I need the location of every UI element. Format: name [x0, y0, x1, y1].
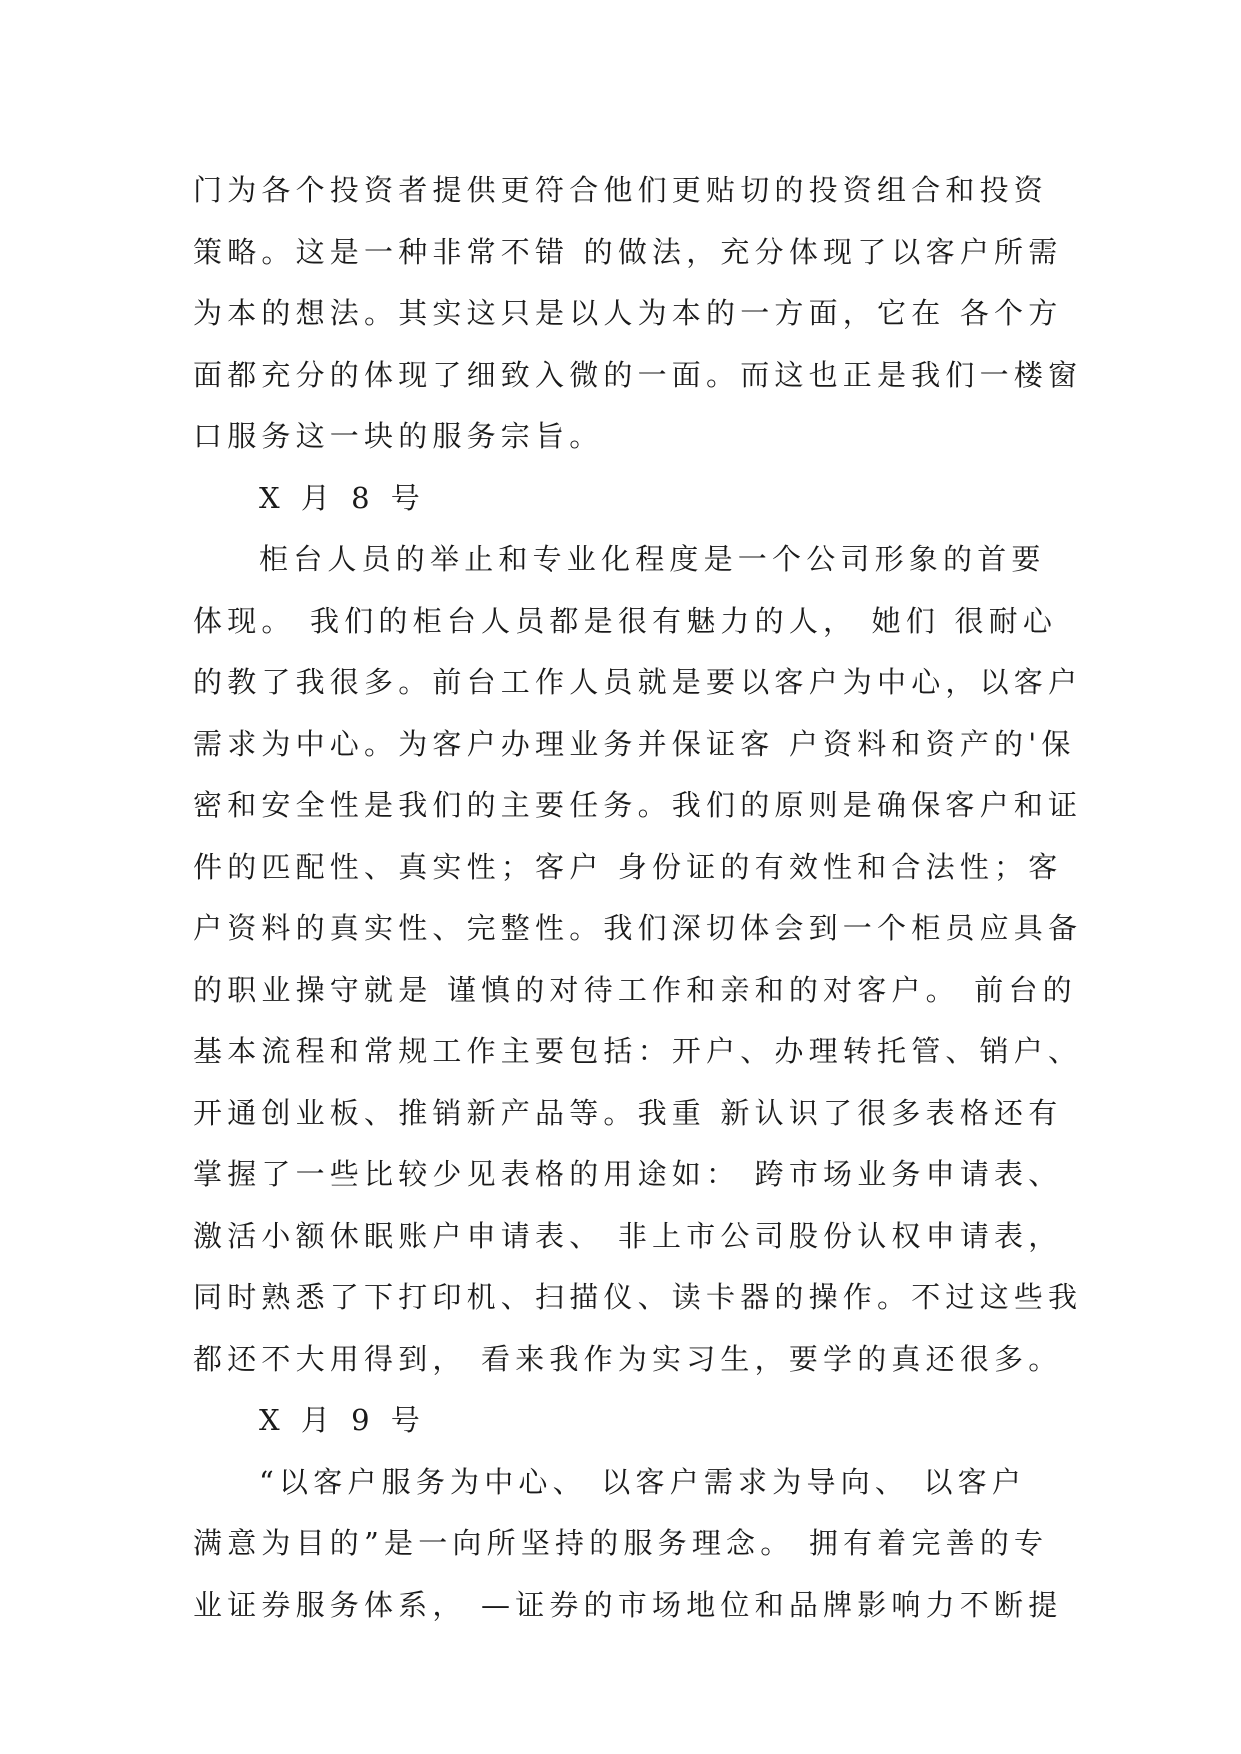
body-line: 的职业操守就是 谨慎的对待工作和亲和的对客户。 前台的 — [193, 972, 1077, 1007]
body-line: 需求为中心。为客户办理业务并保证客 户资料和资产的'保 — [193, 726, 1076, 761]
body-line: 户资料的真实性、完整性。我们深切体会到一个柜员应具备 — [193, 911, 1083, 945]
body-line: 口服务这一块的服务宗旨。 — [193, 419, 604, 453]
body-line: 基本流程和常规工作主要包括：开户、办理转托管、销户、 — [193, 1034, 1083, 1068]
paragraph-first-line: “以客户服务为中心、 以客户需求为导向、 以客户 — [259, 1464, 1027, 1499]
body-line: 激活小额休眠账户申请表、 非上市公司股份认权申请表， — [193, 1218, 1063, 1253]
body-line: 为本的想法。其实这只是以人为本的一方面，它在 各个方 — [193, 296, 1063, 330]
paragraph-first-line: 柜台人员的举止和专业化程度是一个公司形象的首要 — [259, 542, 1046, 576]
body-line: 掌握了一些比较少见表格的用途如： 跨市场业务申请表、 — [193, 1157, 1063, 1191]
body-line: 都还不大用得到， 看来我作为实习生，要学的真还很多。 — [193, 1341, 1063, 1376]
body-line: 策略。这是一种非常不错 的做法，充分体现了以客户所需 — [193, 234, 1063, 269]
document-body — [193, 160, 1083, 1636]
body-line: 的教了我很多。前台工作人员就是要以客户为中心，以客户 — [193, 665, 1083, 699]
body-line: 体现。 我们的柜台人员都是很有魅力的人， 她们 很耐心 — [193, 603, 1058, 638]
date-heading: X 月 8 号 — [259, 480, 426, 515]
body-line: 件的匹配性、真实性；客户 身份证的有效性和合法性；客 — [193, 849, 1063, 884]
body-line: 门为各个投资者提供更符合他们更贴切的投资组合和投资 — [193, 173, 1049, 207]
date-heading: X 月 9 号 — [259, 1403, 426, 1437]
body-line: 同时熟悉了下打印机、扫描仪、读卡器的操作。不过这些我 — [193, 1280, 1083, 1314]
body-line: 密和安全性是我们的主要任务。我们的原则是确保客户和证 — [193, 788, 1083, 822]
body-line: 业证券服务体系， —证券的市场地位和品牌影响力不断提 — [193, 1587, 1063, 1622]
body-line: 开通创业板、推销新产品等。我重 新认识了很多表格还有 — [193, 1095, 1063, 1130]
body-line: 面都充分的体现了细致入微的一面。而这也正是我们一楼窗 — [193, 357, 1083, 392]
body-line: 满意为目的”是一向所坚持的服务理念。 拥有着完善的专 — [193, 1526, 1049, 1560]
